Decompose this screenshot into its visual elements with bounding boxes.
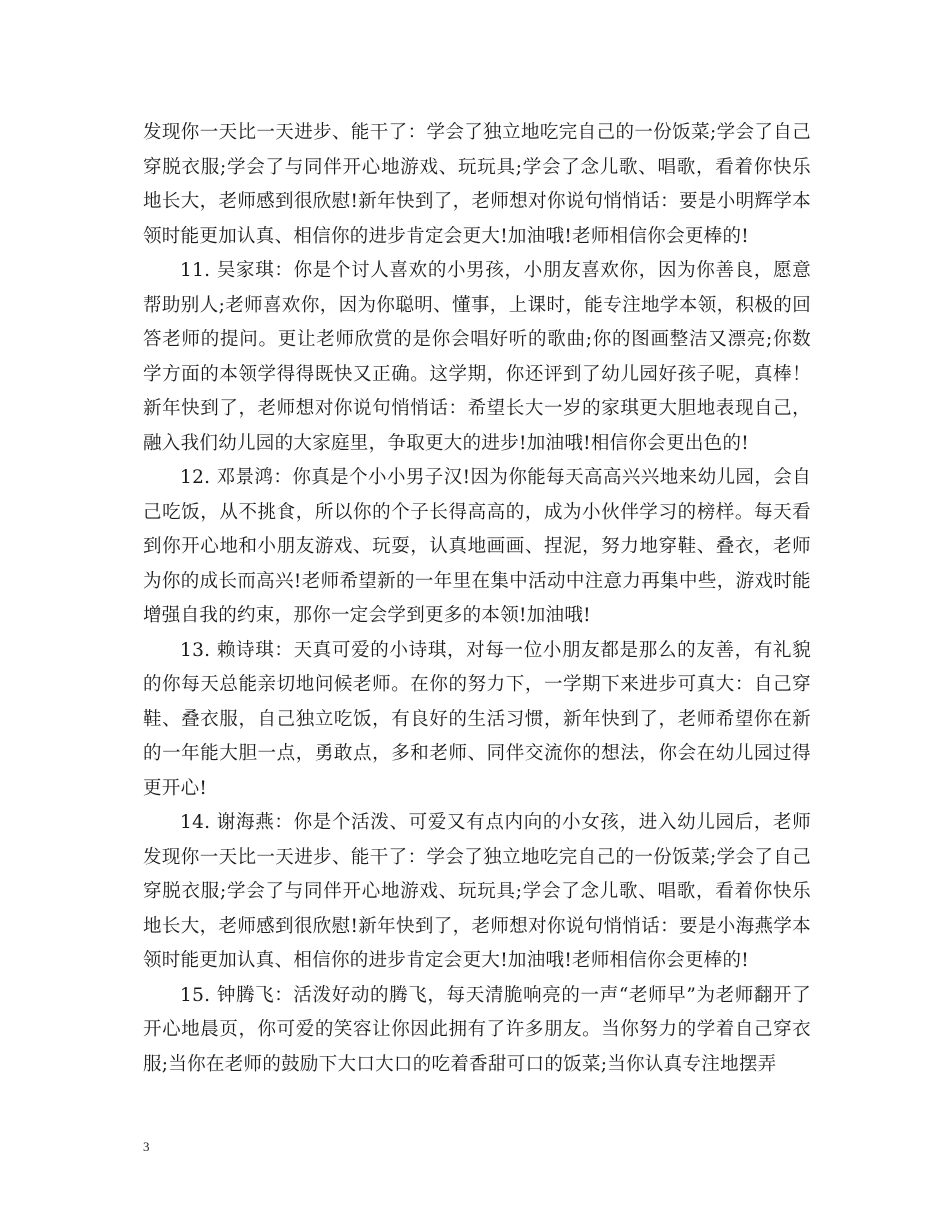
page-number: 3 — [143, 1139, 150, 1154]
paragraph-item-11: 11. 吴家琪：你是个讨人喜欢的小男孩，小朋友喜欢你，因为你善良，愿意帮助别人;老师喜欢你，因为你聪明、懂事，上课时，能专注地学本领，积极的回答老师的提问。更让老师欣赏的是你会唱好听的歌曲;你的图画整洁又漂亮;你数学方面的本领学得得既快又正确。这学期，你还评到了幼儿园好孩子呢，真棒！新年快到了，老师想对你说句悄悄话：希望长大一岁的家琪更大胆地表现自己，融入我们幼儿园的大家庭里，争取更大的进步!加油哦!相信你会更出色的! — [143, 260, 811, 454]
paragraph-item-14: 14. 谢海燕：你是个活泼、可爱又有点内向的小女孩，进入幼儿园后，老师发现你一天比一天进步、能干了：学会了独立地吃完自己的一份饭菜;学会了自己穿脱衣服;学会了与同伴开心地游戏、玩玩具;学会了念儿歌、唱歌，看着你快乐地长大，老师感到很欣慰!新年快到了，老师想对你说句悄悄话：要是小海燕学本领时能更加认真、相信你的进步肯定会更大!加油哦!老师相信你会更棒的! — [143, 812, 811, 971]
document-body — [143, 116, 811, 1082]
paragraph-item-15: 15. 钟腾飞：活泼好动的腾飞，每天清脆响亮的一声“老师早”为老师翻开了开心地晨页，你可爱的笑容让你因此拥有了许多朋友。当你努力的学着自己穿衣服;当你在老师的鼓励下大口大口的吃着香甜可口的饭菜;当你认真专注地摆弄 — [143, 984, 811, 1075]
paragraph-continued: 发现你一天比一天进步、能干了：学会了独立地吃完自己的一份饭菜;学会了自己穿脱衣服;学会了与同伴开心地游戏、玩玩具;学会了念儿歌、唱歌，看着你快乐地长大，老师感到很欣慰!新年快到了，老师想对你说句悄悄话：要是小明辉学本领时能更加认真、相信你的进步肯定会更大!加油哦!老师相信你会更棒的! — [143, 122, 811, 247]
paragraph-item-12: 12. 邓景鸿：你真是个小小男子汉!因为你能每天高高兴兴地来幼儿园，会自己吃饭，从不挑食，所以你的个子长得高高的，成为小伙伴学习的榜样。每天看到你开心地和小朋友游戏、玩耍，认真地画画、捏泥，努力地穿鞋、叠衣，老师为你的成长而高兴!老师希望新的一年里在集中活动中注意力再集中些，游戏时能增强自我的约束，那你一定会学到更多的本领!加油哦! — [143, 467, 811, 626]
paragraph-item-13: 13. 赖诗琪：天真可爱的小诗琪，对每一位小朋友都是那么的友善，有礼貌的你每天总能亲切地问候老师。在你的努力下，一学期下来进步可真大：自己穿鞋、叠衣服，自己独立吃饭，有良好的生活习惯，新年快到了，老师希望你在新的一年能大胆一点，勇敢点，多和老师、同伴交流你的想法，你会在幼儿园过得更开心! — [143, 639, 811, 799]
